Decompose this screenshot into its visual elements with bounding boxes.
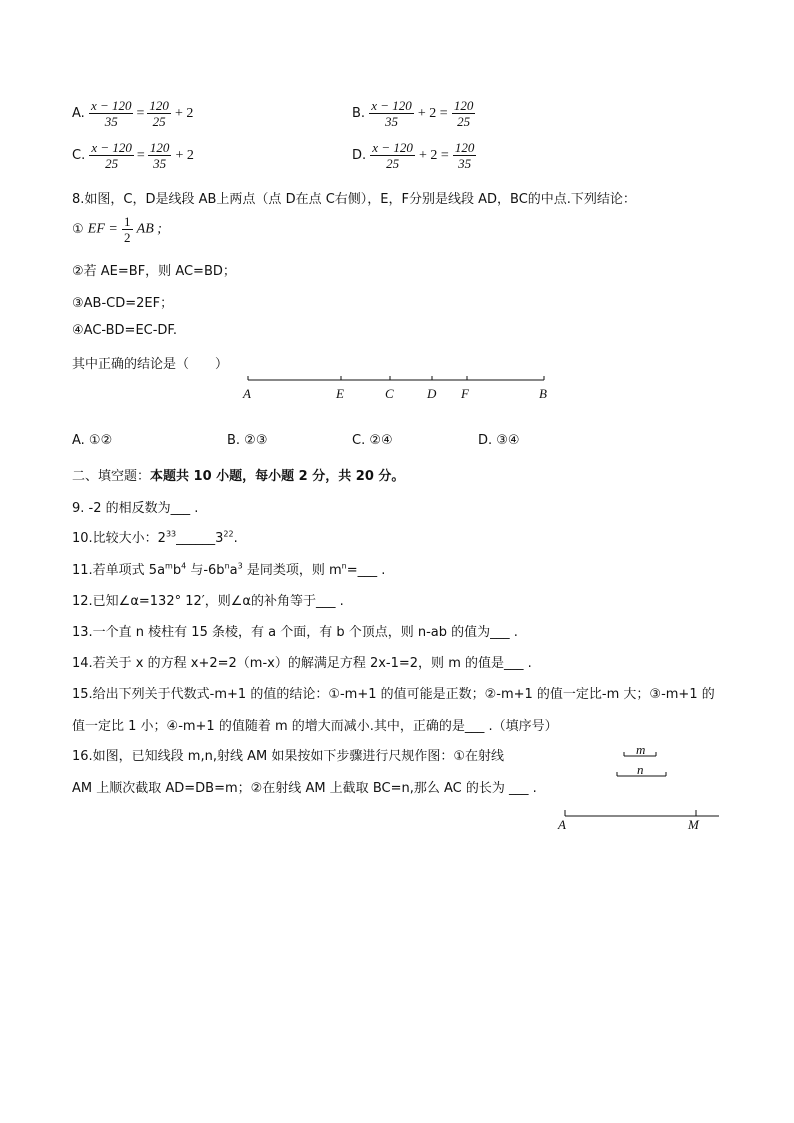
point-label-c: C (385, 386, 394, 401)
q15-line-2: 值一定比 1 小；④-m+1 的值随着 m 的增大而减小.其中，正确的是___ .（填序号） (72, 719, 558, 734)
q13: 13.一个直 n 棱柱有 15 条棱，有 a 个面，有 b 个顶点，则 n-ab 的值为___ . (72, 625, 518, 640)
point-label-b: B (539, 386, 547, 401)
q14: 14.若关于 x 的方程 x+2=2（m-x）的解满足方程 2x-1=2，则 m 的值是___ . (72, 656, 532, 671)
q16-line-2: AM 上顺次截取 AD=DB=m；②在射线 AM 上截取 BC=n,那么 AC 的长为 ___ . (72, 781, 537, 796)
point-label-a: A (243, 386, 251, 401)
q8-segment-figure (240, 372, 560, 406)
label-a: A (558, 817, 566, 832)
q16-line-1: 16.如图，已知线段 m,n,射线 AM 如果按如下步骤进行尺规作图：①在射线 (72, 749, 505, 764)
q8-option-d[interactable]: D. ③④ (478, 433, 520, 448)
q16-figure (555, 742, 725, 834)
q10: 10.比较大小：$2^{33}\_\_\_\_\_\_3^{22}$. (72, 529, 238, 546)
option-letter: A. (72, 106, 85, 121)
label-m-point: M (688, 817, 699, 832)
q8-option-a[interactable]: A. ①② (72, 433, 113, 448)
q12: 12.已知∠α=132° 12′，则∠α的补角等于___ . (72, 594, 344, 609)
label-m: m (636, 742, 646, 757)
point-label-d: D (427, 386, 437, 401)
q8-conclusion-1: ① EF = $\frac{1}{2}$ AB ; (72, 214, 162, 245)
point-label-e: E (336, 386, 344, 401)
q8-option-c[interactable]: C. ②④ (352, 433, 393, 448)
point-label-f: F (461, 386, 469, 401)
q8-conclusion-2: ②若 AE=BF，则 AC=BD； (72, 264, 236, 279)
section-2-heading: 二、填空题：本题共 10 小题，每小题 2 分，共 20 分。 (72, 469, 405, 484)
q8-option-b[interactable]: B. ②③ (227, 433, 268, 448)
q8-conclusion-4: ④AC-BD=EC-DF. (72, 323, 177, 338)
q15-line-1: 15.给出下列关于代数式-m+1 的值的结论：①-m+1 的值可能是正数；②-m+1 的值一定比-m 大；③-m+1 的 (72, 687, 715, 702)
q7-option-b[interactable]: B. $\frac{x - 120}{35}$ + 2 = $\frac{120}{25}$ (352, 98, 474, 129)
fraction-left: $\frac{x - 120}{35}$ (90, 98, 132, 129)
q7-option-d[interactable]: D. $\frac{x - 120}{25}$ + 2 = $\frac{120}{35}$ (352, 140, 475, 171)
q8-stem: 8.如图，C，D是线段 AB上两点（点 D在点 C右侧），E，F分别是线段 AD，BC的中点.下列结论： (72, 192, 636, 207)
fraction-right: $\frac{120}{25}$ (149, 98, 169, 129)
q9: 9. -2 的相反数为___ . (72, 501, 199, 516)
q7-option-a[interactable]: A. $\frac{x - 120}{35}$ = $\frac{120}{25}$ + 2 (72, 98, 194, 129)
q8-ask: 其中正确的结论是（ ） (72, 357, 229, 372)
q8-conclusion-3: ③AB-CD=2EF； (72, 296, 174, 311)
q7-option-c[interactable]: C. $\frac{x - 120}{25}$ = $\frac{120}{35}$ + 2 (72, 140, 194, 171)
q11: 11.若单项式 $5a^mb^4$ 与$-6b^na^3$ 是同类项，则 $m^n=\_\_\_$ . (72, 561, 386, 578)
label-n: n (637, 762, 644, 777)
